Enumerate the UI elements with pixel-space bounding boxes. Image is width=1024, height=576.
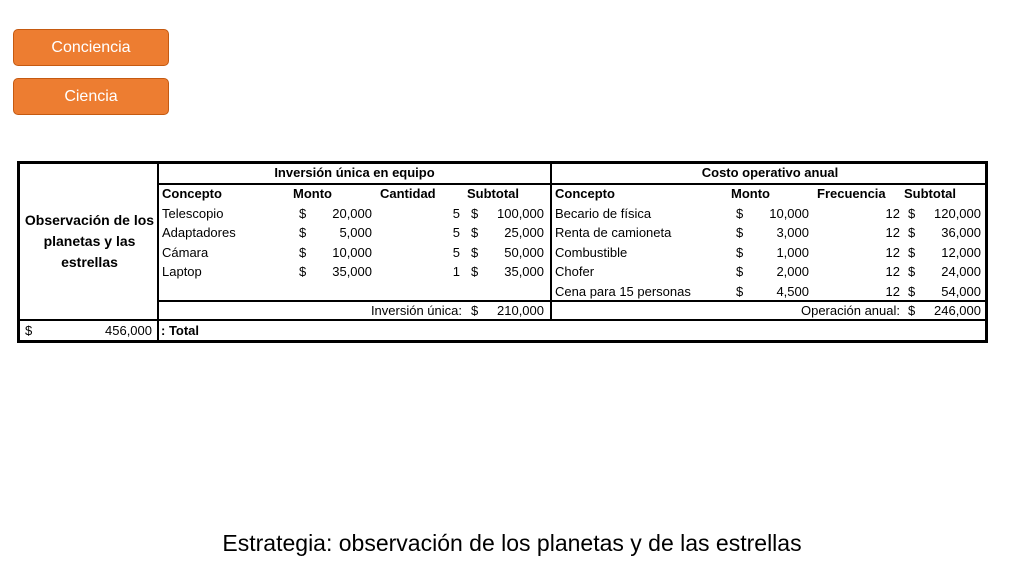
inv-row-monto: 10,000 — [332, 245, 372, 260]
inv-row-cantidad: 5 — [452, 245, 460, 260]
op-row-currency: $ — [736, 206, 744, 221]
op-header-frecuencia: Frecuencia — [817, 186, 886, 201]
inv-row-currency: $ — [299, 225, 307, 240]
inv-row-subtotal: 50,000 — [504, 245, 544, 260]
inv-row-monto: 20,000 — [332, 206, 372, 221]
operating-total-value: 246,000 — [934, 303, 981, 318]
inv-row-subtotal-currency: $ — [471, 264, 479, 279]
op-header-concepto: Concepto — [555, 186, 615, 201]
op-row-subtotal: 120,000 — [934, 206, 981, 221]
grand-total-currency: $ — [25, 323, 33, 338]
inv-row-concepto: Laptop — [162, 264, 202, 279]
op-row-concepto: Combustible — [555, 245, 628, 260]
op-row-frecuencia: 12 — [885, 284, 900, 299]
cost-table — [17, 161, 988, 343]
op-row-monto: 2,000 — [776, 264, 809, 279]
investment-total-value: 210,000 — [497, 303, 544, 318]
op-row-concepto: Chofer — [555, 264, 595, 279]
inv-row-currency: $ — [299, 206, 307, 221]
op-row-subtotal: 12,000 — [941, 245, 981, 260]
op-row-currency: $ — [736, 225, 744, 240]
op-row-monto: 1,000 — [776, 245, 809, 260]
op-row-subtotal-currency: $ — [908, 206, 916, 221]
op-row-frecuencia: 12 — [885, 264, 900, 279]
inv-header-monto: Monto — [293, 186, 332, 201]
op-header-subtotal: Subtotal — [904, 186, 956, 201]
operating-total-label: Operación anual: — [800, 303, 900, 318]
op-row-frecuencia: 12 — [885, 245, 900, 260]
op-row-subtotal-currency: $ — [908, 284, 916, 299]
op-row-frecuencia: 12 — [885, 206, 900, 221]
op-row-concepto: Cena para 15 personas — [555, 284, 691, 299]
op-row-concepto: Becario de física — [555, 206, 652, 221]
grand-total-label: : Total — [161, 323, 200, 338]
op-row-subtotal: 36,000 — [941, 225, 981, 240]
op-row-subtotal-currency: $ — [908, 245, 916, 260]
op-row-subtotal: 24,000 — [941, 264, 981, 279]
op-header-monto: Monto — [731, 186, 770, 201]
operating-title: Costo operativo anual — [701, 165, 839, 180]
inv-row-currency: $ — [299, 245, 307, 260]
inv-row-cantidad: 5 — [452, 225, 460, 240]
inv-row-subtotal: 35,000 — [504, 264, 544, 279]
inv-row-cantidad: 5 — [452, 206, 460, 221]
inv-row-subtotal: 25,000 — [504, 225, 544, 240]
op-row-currency: $ — [736, 264, 744, 279]
op-row-currency: $ — [736, 245, 744, 260]
inv-row-cantidad: 1 — [452, 264, 460, 279]
investment-total-label: Inversión única: — [370, 303, 462, 318]
inv-row-concepto: Adaptadores — [162, 225, 236, 240]
op-row-currency: $ — [736, 284, 744, 299]
inv-row-concepto: Cámara — [162, 245, 209, 260]
inv-row-subtotal-currency: $ — [471, 225, 479, 240]
inv-row-monto: 5,000 — [339, 225, 372, 240]
inv-header-cantidad: Cantidad — [380, 186, 436, 201]
op-row-concepto: Renta de camioneta — [555, 225, 672, 240]
inv-row-currency: $ — [299, 264, 307, 279]
op-row-monto: 3,000 — [776, 225, 809, 240]
inv-row-concepto: Telescopio — [162, 206, 224, 221]
op-row-subtotal-currency: $ — [908, 225, 916, 240]
op-row-monto: 10,000 — [769, 206, 809, 221]
slide-caption: Estrategia: observación de los planetas y de las estrellas — [222, 530, 802, 556]
op-row-frecuencia: 12 — [885, 225, 900, 240]
inv-row-subtotal-currency: $ — [471, 206, 479, 221]
op-row-subtotal: 54,000 — [941, 284, 981, 299]
conciencia-button[interactable]: Conciencia — [13, 29, 169, 66]
inv-header-subtotal: Subtotal — [467, 186, 519, 201]
inv-row-subtotal: 100,000 — [497, 206, 544, 221]
inv-row-monto: 35,000 — [332, 264, 372, 279]
row-label: Observación de los planetas y las estrellas — [24, 212, 155, 270]
investment-total-currency: $ — [471, 303, 479, 318]
operating-total-currency: $ — [908, 303, 916, 318]
op-row-subtotal-currency: $ — [908, 264, 916, 279]
investment-title: Inversión única en equipo — [274, 165, 435, 180]
grand-total-value: 456,000 — [105, 323, 152, 338]
inv-header-concepto: Concepto — [162, 186, 222, 201]
ciencia-button[interactable]: Ciencia — [13, 78, 169, 115]
inv-row-subtotal-currency: $ — [471, 245, 479, 260]
op-row-monto: 4,500 — [776, 284, 809, 299]
